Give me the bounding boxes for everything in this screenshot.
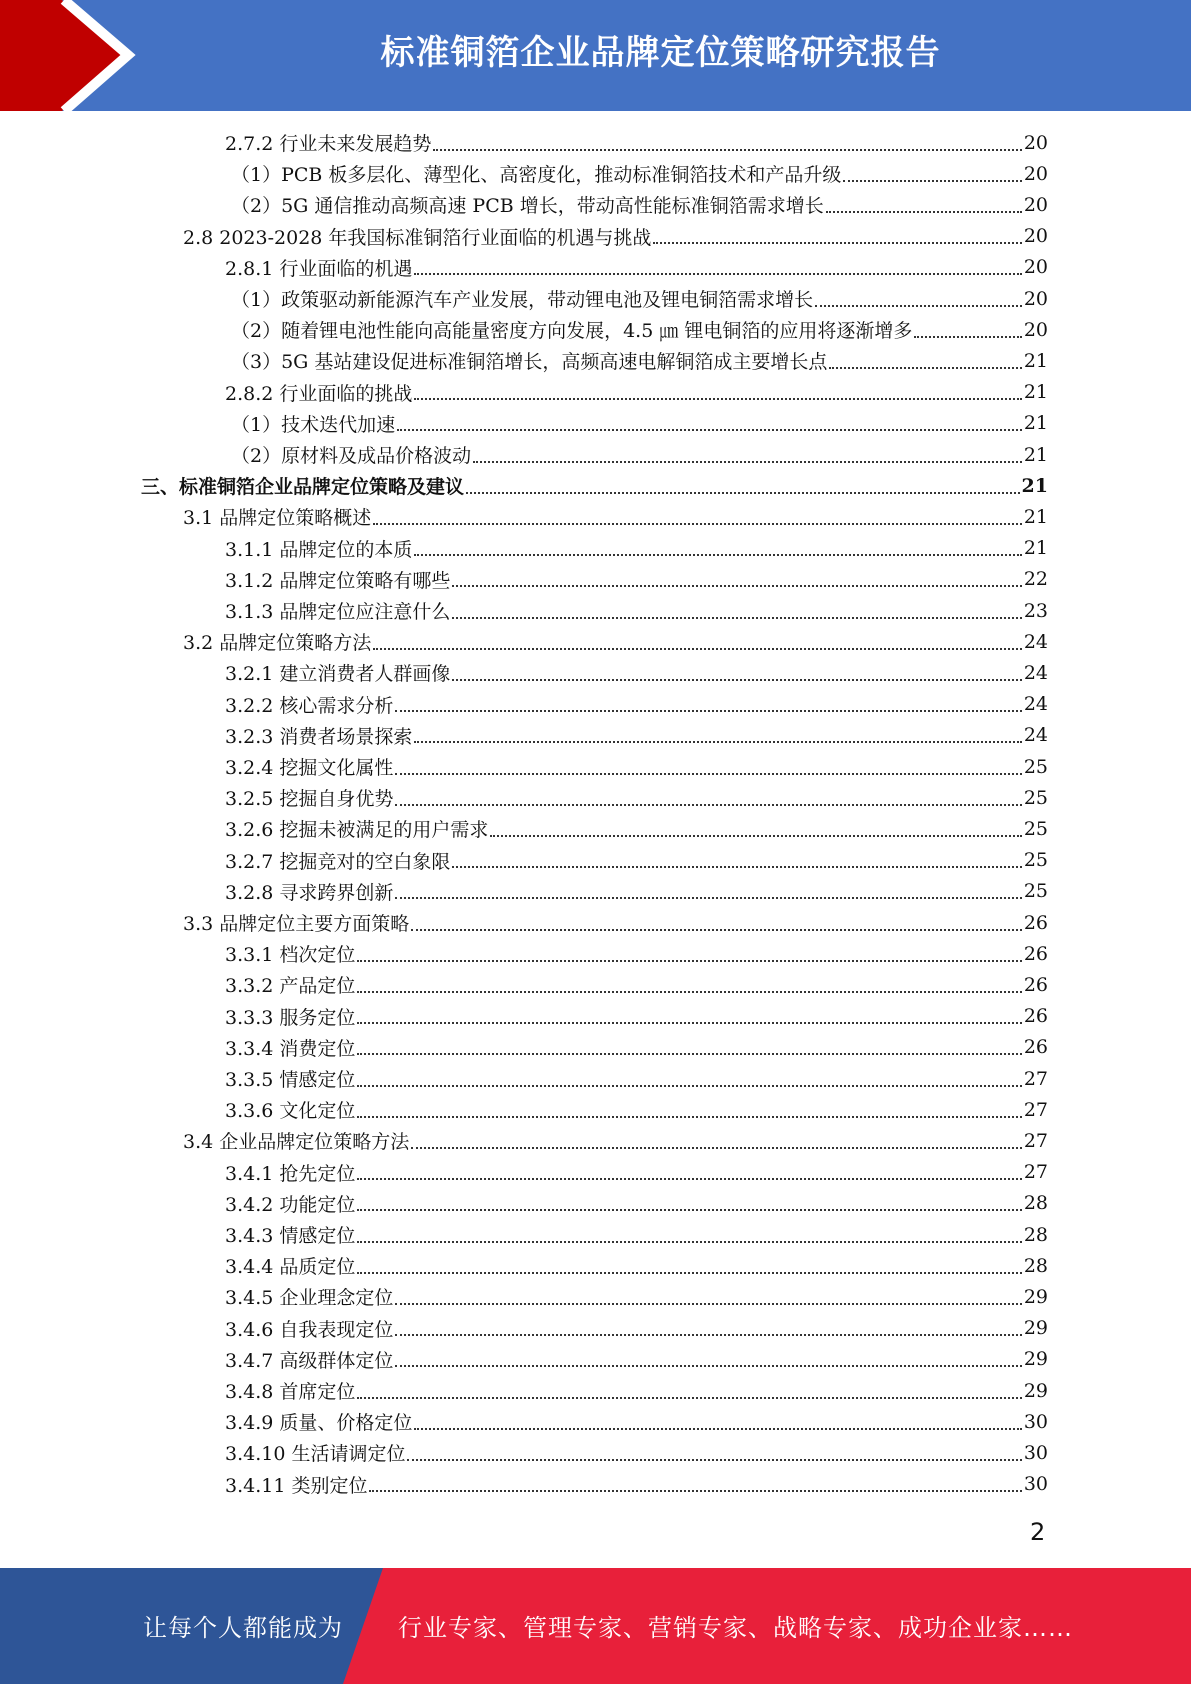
toc-entry-title: 2.8.2 行业面临的挑战 [225, 382, 413, 405]
toc-entry-page: 29 [1023, 1348, 1048, 1371]
page-header [0, 0, 1191, 111]
toc-entry-title: 3.4.8 首席定位 [225, 1381, 356, 1404]
toc-entry-page: 26 [1023, 1005, 1048, 1028]
toc-entry-page: 27 [1023, 1129, 1048, 1152]
toc-entry-title: 3.4.3 情感定位 [225, 1225, 356, 1248]
toc-entry-title: （3）5G 基站建设促进标准铜箔增长，高频高速电解铜箔成主要增长点 [231, 351, 828, 374]
toc-leader-dots [452, 679, 1021, 681]
toc-entry-page: 28 [1023, 1223, 1048, 1246]
toc-entry-page: 21 [1023, 443, 1048, 466]
toc-leader-dots [357, 1272, 1021, 1274]
toc-entry[interactable] [225, 1469, 1048, 1500]
toc-entry[interactable] [225, 782, 1048, 813]
toc-entry-title: 3.4 企业品牌定位策略方法 [183, 1131, 410, 1154]
toc-leader-dots [407, 1459, 1021, 1461]
toc-entry-title: 三、标准铜箔企业品牌定位策略及建议 [141, 476, 465, 499]
toc-leader-dots [395, 1334, 1021, 1336]
toc-entry-title: 3.3.1 档次定位 [225, 944, 356, 967]
toc-entry[interactable] [225, 1250, 1048, 1281]
toc-entry-page: 27 [1023, 1067, 1048, 1090]
toc-leader-dots [411, 929, 1022, 931]
footer-slogan-left: 让每个人都能成为 [143, 1614, 343, 1642]
toc-entry-page: 25 [1023, 817, 1048, 840]
toc-entry[interactable] [225, 1188, 1048, 1219]
toc-entry-page: 21 [1023, 537, 1048, 560]
toc-entry-page: 24 [1023, 724, 1048, 747]
toc-entry-title: （2）原材料及成品价格波动 [231, 445, 472, 468]
toc-entry-page: 25 [1023, 849, 1048, 872]
toc-entry-page: 28 [1023, 1192, 1048, 1215]
toc-leader-dots [373, 648, 1022, 650]
toc-entry[interactable] [225, 1157, 1048, 1188]
toc-entry-title: 3.4.11 类别定位 [225, 1474, 368, 1497]
toc-entry[interactable] [225, 595, 1048, 626]
toc-entry-page: 30 [1023, 1410, 1048, 1433]
toc-leader-dots [414, 1428, 1021, 1430]
toc-entry-title: 3.2.4 挖掘文化属性 [225, 757, 394, 780]
toc-entry-title: 3.2.7 挖掘竞对的空白象限 [225, 850, 451, 873]
toc-entry-title: 3.4.1 抢先定位 [225, 1162, 356, 1185]
toc-entry-title: 3.3.5 情感定位 [225, 1069, 356, 1092]
toc-entry-page: 20 [1023, 193, 1048, 216]
toc-entry[interactable] [225, 689, 1048, 720]
toc-leader-dots [357, 960, 1021, 962]
toc-entry[interactable] [231, 314, 1048, 345]
toc-leader-dots [914, 336, 1021, 338]
toc-leader-dots [414, 398, 1021, 400]
toc-leader-dots [411, 1147, 1022, 1149]
report-title: 标准铜箔企业品牌定位策略研究报告 [380, 33, 941, 73]
toc-leader-dots [395, 897, 1021, 899]
toc-entry-title: 2.8 2023-2028 年我国标准铜箔行业面临的机遇与挑战 [183, 226, 652, 249]
toc-entry-page: 21 [1023, 412, 1048, 435]
toc-entry-page: 26 [1023, 973, 1048, 996]
toc-entry-title: 3.2.3 消费者场景探索 [225, 725, 413, 748]
toc-leader-dots [490, 835, 1021, 837]
toc-leader-dots [826, 211, 1022, 213]
toc-entry-title: 3.4.7 高级群体定位 [225, 1349, 394, 1372]
toc-entry-page: 22 [1023, 568, 1048, 591]
toc-entry-page: 28 [1023, 1254, 1048, 1277]
toc-entry-title: 3.3 品牌定位主要方面策略 [183, 913, 410, 936]
toc-entry-page: 24 [1023, 661, 1048, 684]
toc-entry-title: 3.2.2 核心需求分析 [225, 694, 394, 717]
toc-entry[interactable] [225, 845, 1048, 876]
toc-entry-page: 21 [1023, 349, 1048, 372]
toc-entry-page: 20 [1023, 256, 1048, 279]
toc-entry-title: 3.1.3 品牌定位应注意什么 [225, 601, 451, 624]
toc-leader-dots [829, 367, 1021, 369]
toc-entry[interactable] [183, 626, 1048, 657]
toc-leader-dots [357, 1241, 1021, 1243]
toc-entry-page: 30 [1023, 1441, 1048, 1464]
toc-leader-dots [357, 1085, 1021, 1087]
toc-entry-page: 24 [1023, 630, 1048, 653]
toc-leader-dots [357, 1178, 1021, 1180]
toc-leader-dots [395, 804, 1021, 806]
toc-entry[interactable] [225, 533, 1048, 564]
toc-leader-dots [433, 149, 1021, 151]
toc-entry-page: 27 [1023, 1161, 1048, 1184]
toc-entry-title: 3.4.2 功能定位 [225, 1193, 356, 1216]
toc-entry-page: 29 [1023, 1317, 1048, 1340]
toc-entry[interactable] [183, 221, 1048, 252]
toc-leader-dots [473, 461, 1022, 463]
toc-entry-page: 25 [1023, 755, 1048, 778]
toc-entry[interactable] [231, 283, 1048, 314]
toc-leader-dots [466, 492, 1020, 494]
toc-entry-title: 3.3.6 文化定位 [225, 1100, 356, 1123]
toc-entry-page: 20 [1023, 162, 1048, 185]
toc-leader-dots [357, 1397, 1021, 1399]
toc-leader-dots [452, 617, 1021, 619]
toc-leader-dots [357, 1022, 1021, 1024]
toc-entry[interactable] [225, 657, 1048, 688]
toc-leader-dots [369, 1490, 1021, 1492]
toc-leader-dots [395, 710, 1021, 712]
toc-leader-dots [397, 429, 1022, 431]
toc-entry[interactable] [225, 1063, 1048, 1094]
toc-entry-title: 3.2.5 挖掘自身优势 [225, 788, 394, 811]
toc-entry[interactable] [225, 252, 1048, 283]
toc-entry-title: （2）随着锂电池性能向高能量密度方向发展，4.5 ㎛ 锂电铜箔的应用将逐渐增多 [231, 320, 913, 343]
toc-entry[interactable] [225, 876, 1048, 907]
toc-entry-page: 25 [1023, 880, 1048, 903]
toc-leader-dots [357, 991, 1021, 993]
toc-entry-page: 29 [1023, 1285, 1048, 1308]
toc-entry-page: 24 [1023, 693, 1048, 716]
toc-entry[interactable] [183, 501, 1048, 532]
toc-entry[interactable] [231, 439, 1048, 470]
toc-entry-title: （1）政策驱动新能源汽车产业发展，带动锂电池及锂电铜箔需求增长 [231, 289, 814, 312]
toc-entry[interactable] [225, 969, 1048, 1000]
toc-leader-dots [414, 741, 1021, 743]
toc-entry[interactable] [231, 189, 1048, 220]
toc-leader-dots [357, 1116, 1021, 1118]
toc-entry[interactable] [225, 720, 1048, 751]
page-number: 2 [1030, 1518, 1046, 1546]
toc-entry[interactable] [225, 1406, 1048, 1437]
toc-entry-title: （1）技术迭代加速 [231, 413, 396, 436]
toc-leader-dots [653, 242, 1021, 244]
toc-leader-dots [395, 773, 1021, 775]
toc-entry-title: 3.1.1 品牌定位的本质 [225, 538, 413, 561]
toc-entry[interactable] [225, 127, 1048, 158]
toc-entry-title: 3.4.5 企业理念定位 [225, 1287, 394, 1310]
toc-entry[interactable] [183, 907, 1048, 938]
toc-entry-title: 3.1 品牌定位策略概述 [183, 507, 372, 530]
toc-entry-page: 26 [1023, 911, 1048, 934]
toc-entry[interactable] [225, 1313, 1048, 1344]
toc-entry-page: 30 [1023, 1473, 1048, 1496]
toc-entry[interactable] [231, 158, 1048, 189]
toc-entry-title: 3.2 品牌定位策略方法 [183, 632, 372, 655]
toc-leader-dots [452, 866, 1021, 868]
toc-entry-title: 3.4.9 质量、价格定位 [225, 1412, 413, 1435]
toc-entry-title: 3.2.1 建立消费者人群画像 [225, 663, 451, 686]
toc-entry[interactable] [225, 1344, 1048, 1375]
toc-entry-page: 20 [1023, 318, 1048, 341]
footer-slogan-right: 行业专家、管理专家、营销专家、战略专家、成功企业家…… [398, 1614, 1073, 1642]
toc-entry[interactable] [225, 1375, 1048, 1406]
toc-entry[interactable] [225, 1437, 1048, 1468]
toc-entry[interactable] [225, 1001, 1048, 1032]
toc-leader-dots [815, 305, 1022, 307]
toc-entry-title: 3.3.4 消费定位 [225, 1037, 356, 1060]
toc-entry-page: 23 [1023, 599, 1048, 622]
toc-leader-dots [452, 585, 1021, 587]
toc-entry[interactable] [183, 1125, 1048, 1156]
toc-entry-page: 20 [1023, 225, 1048, 248]
toc-entry-page: 29 [1023, 1379, 1048, 1402]
toc-entry-title: 3.1.2 品牌定位策略有哪些 [225, 569, 451, 592]
toc-leader-dots [414, 273, 1021, 275]
toc-entry-title: 3.4.10 生活请调定位 [225, 1443, 406, 1466]
toc-leader-dots [843, 180, 1021, 182]
toc-entry-title: 3.2.8 寻求跨界创新 [225, 881, 394, 904]
toc-entry-page: 27 [1023, 1098, 1048, 1121]
toc-entry[interactable] [225, 564, 1048, 595]
toc-entry-page: 20 [1023, 131, 1048, 154]
toc-entry-title: 3.2.6 挖掘未被满足的用户需求 [225, 819, 489, 842]
toc-entry-page: 26 [1023, 1036, 1048, 1059]
toc-entry[interactable] [225, 751, 1048, 782]
toc-entry-title: 3.3.3 服务定位 [225, 1006, 356, 1029]
toc-leader-dots [357, 1053, 1021, 1055]
toc-entry[interactable] [225, 938, 1048, 969]
toc-entry[interactable] [225, 377, 1048, 408]
toc-entry[interactable] [225, 1281, 1048, 1312]
toc-entry-page: 25 [1023, 786, 1048, 809]
toc-entry-title: 2.8.1 行业面临的机遇 [225, 257, 413, 280]
toc-entry-title: 3.4.4 品质定位 [225, 1256, 356, 1279]
toc-entry-page: 20 [1023, 287, 1048, 310]
toc-entry-page: 21 [1023, 381, 1048, 404]
toc-leader-dots [357, 1209, 1021, 1211]
page-footer [0, 1568, 1191, 1684]
toc-entry-page: 26 [1023, 942, 1048, 965]
toc-entry[interactable] [231, 345, 1048, 376]
toc-entry[interactable] [225, 813, 1048, 844]
toc-leader-dots [395, 1365, 1021, 1367]
toc-leader-dots [395, 1303, 1021, 1305]
toc-entry[interactable] [225, 1094, 1048, 1125]
toc-leader-dots [373, 523, 1022, 525]
toc-entry[interactable] [141, 470, 1048, 501]
toc-entry-title: 2.7.2 行业未来发展趋势 [225, 133, 432, 156]
toc-entry-title: （1）PCB 板多层化、薄型化、高密度化，推动标准铜箔技术和产品升级 [231, 164, 842, 187]
toc-entry-title: （2）5G 通信推动高频高速 PCB 增长，带动高性能标准铜箔需求增长 [231, 195, 824, 218]
toc-entry[interactable] [231, 408, 1048, 439]
toc-entry[interactable] [225, 1219, 1048, 1250]
toc-entry-page: 21 [1023, 505, 1048, 528]
toc-entry-page: 21 [1021, 474, 1048, 497]
toc-entry-title: 3.4.6 自我表现定位 [225, 1318, 394, 1341]
toc-entry-title: 3.3.2 产品定位 [225, 975, 356, 998]
toc-entry[interactable] [225, 1032, 1048, 1063]
toc-leader-dots [414, 554, 1021, 556]
